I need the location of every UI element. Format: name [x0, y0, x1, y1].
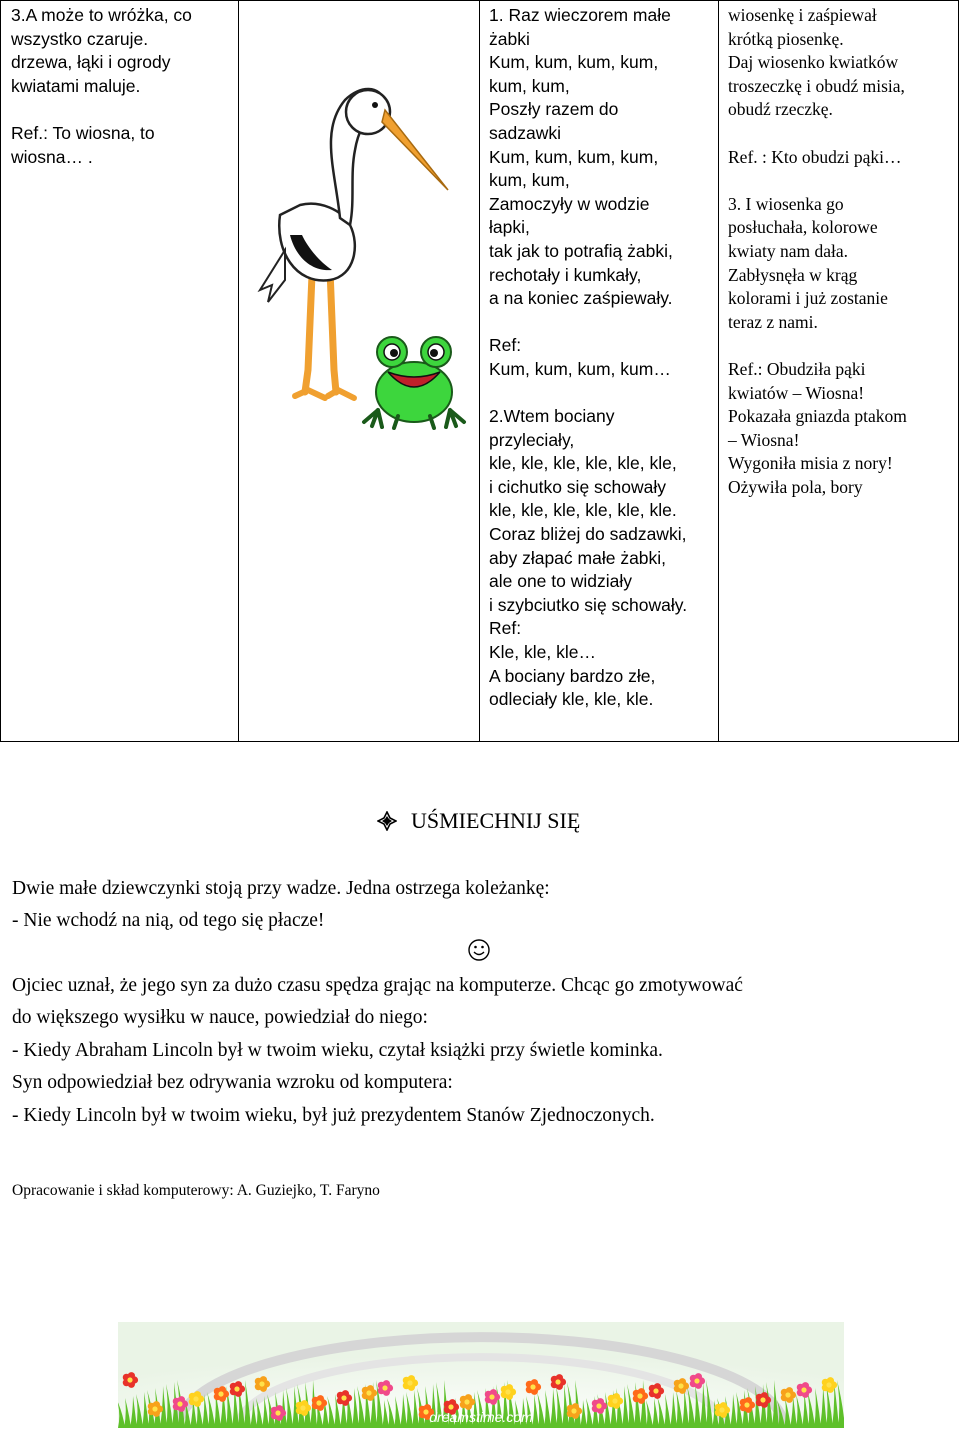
joke2-line3: - Kiedy Abraham Lincoln był w twoim wieku, czytał książki przy świetle kominka.: [12, 1040, 663, 1061]
diamond-bullet-icon: [377, 811, 397, 831]
stanza-gap: [11, 98, 230, 122]
song-line: aby złapać małe żabki,: [489, 547, 667, 568]
song-line: Zamoczyły w wodzie: [489, 193, 650, 214]
song-line: kle, kle, kle, kle, kle, kle,: [489, 453, 677, 474]
joke1-line1: Dwie małe dziewczynki stoją przy wadze. Jedna ostrzega koleżankę:: [12, 878, 550, 899]
song-line: wszystko czaruje.: [11, 28, 149, 49]
song-line: 3.A może to wróżka, co: [11, 5, 192, 25]
song-line: kum, kum,: [489, 75, 570, 96]
song-line: Ref:: [489, 335, 522, 356]
song-line: rechotały i kumkały,: [489, 264, 642, 285]
song-line: Kum, kum, kum, kum,: [489, 146, 659, 167]
song-column-verse-3: [1, 1, 239, 742]
smiley-face-icon: [467, 938, 491, 962]
song-line: wiosna… .: [11, 146, 93, 167]
song-line: drzewa, łąki i ogrody: [11, 52, 171, 73]
song-line: 1. Raz wieczorem małe: [489, 5, 671, 25]
joke2-line5: - Kiedy Lincoln był w twoim wieku, był już prezydentem Stanów Zjednoczonych.: [12, 1105, 655, 1126]
joke2-line2: do większego wysiłku w nauce, powiedział do niego:: [12, 1007, 428, 1028]
stanza-gap: [728, 169, 950, 193]
song-line: sadzawki: [489, 122, 561, 143]
song-line: Ref.: To wiosna, to: [11, 122, 155, 143]
song-line: Kum, kum, kum, kum…: [489, 358, 671, 379]
song-line: i cichutko się schowały: [489, 476, 667, 497]
song-line: – Wiosna!: [728, 429, 800, 450]
song-line: kum, kum,: [489, 170, 570, 191]
song-line: Kle, kle, kle…: [489, 642, 596, 663]
song-line: Daj wiosenko kwiatków: [728, 52, 899, 73]
frog-illustration: [358, 330, 470, 430]
stanza-gap: [728, 122, 950, 146]
song-line: A bociany bardzo złe,: [489, 665, 656, 686]
song-line: Kum, kum, kum, kum,: [489, 52, 659, 73]
song-line: troszeczkę i obudź misia,: [728, 75, 905, 96]
song-line: i szybciutko się schowały.: [489, 594, 688, 615]
song-line: teraz z nami.: [728, 311, 818, 332]
song-line: żabki: [489, 28, 530, 49]
song-line: Ref:: [489, 618, 522, 639]
heading-text: UŚMIECHNIJ SIĘ: [411, 808, 581, 833]
song-line: łapki,: [489, 217, 530, 238]
song-column-wiosenka: [719, 1, 959, 742]
joke1-line2: - Nie wchodź na nią, od tego się płacze!: [12, 910, 325, 931]
song-line: tak jak to potrafią żabki,: [489, 240, 673, 261]
song-line: posłuchała, kolorowe: [728, 217, 878, 238]
song-line: Coraz bliżej do sadzawki,: [489, 524, 687, 545]
song-column-zabki: [480, 1, 719, 742]
stanza-gap: [489, 382, 710, 406]
song-line: ale one to widziały: [489, 571, 632, 592]
song-line: kwiaty nam dała.: [728, 240, 849, 261]
credits: Opracowanie i skład komputerowy: A. Guziejko, T. Faryno: [12, 1182, 380, 1199]
song-line: kolorami i już zostanie: [728, 288, 888, 309]
flower-meadow-banner: [118, 1322, 844, 1428]
song-line: Poszły razem do: [489, 99, 619, 120]
song-line: Wygoniła misia z nory!: [728, 453, 893, 474]
song-line: Ref.: Obudziła pąki: [728, 358, 866, 379]
song-line: kwiatów – Wiosna!: [728, 382, 865, 403]
joke2-line4: Syn odpowiedział bez odrywania wzroku od komputera:: [12, 1072, 453, 1093]
song-line: 2.Wtem bociany: [489, 406, 615, 427]
song-line: obudź rzeczkę.: [728, 99, 833, 120]
stanza-gap: [489, 311, 710, 335]
song-line: Ożywiła pola, bory: [728, 476, 863, 497]
song-line: a na koniec zaśpiewały.: [489, 288, 673, 309]
joke2-line1: Ojciec uznał, że jego syn za dużo czasu spędza grając na komputerze. Chcąc go zmotywować: [12, 975, 743, 996]
song-line: Zabłysnęła w krąg: [728, 264, 858, 285]
song-line: krótką piosenkę.: [728, 28, 844, 49]
song-line: 3. I wiosenka go: [728, 193, 844, 214]
song-line: wiosenkę i zaśpiewał: [728, 5, 877, 25]
song-line: Ref. : Kto obudzi pąki…: [728, 146, 902, 167]
song-line: przyleciały,: [489, 429, 575, 450]
song-line: kle, kle, kle, kle, kle, kle.: [489, 500, 677, 521]
stanza-gap: [728, 334, 950, 358]
joke-section-heading: [377, 808, 580, 834]
song-line: kwiatami maluje.: [11, 75, 141, 96]
song-line: odleciały kle, kle, kle.: [489, 689, 654, 710]
watermark-text: dreamstime.com: [429, 1409, 533, 1425]
song-line: Pokazała gniazda ptakom: [728, 406, 907, 427]
